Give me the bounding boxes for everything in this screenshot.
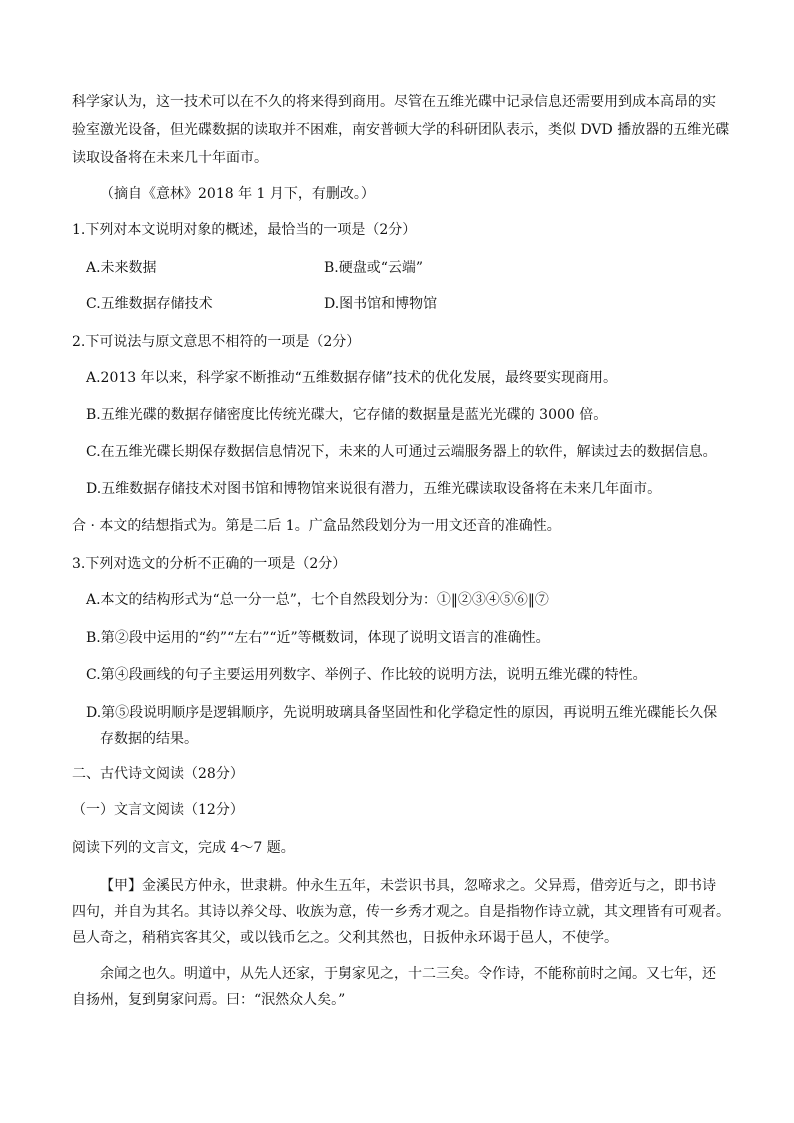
question-2-option-a: A.2013 年以来，科学家不断推动“五维数据存储”技术的优化发展，最终要实现商用。 — [86, 370, 617, 386]
intro-line-2: 验室激光设备，但光碟数据的读取并不困难，南安普顿大学的科研团队表示，类似 DVD 播放器的五维光碟 — [72, 122, 730, 138]
section-2-title: 二、古代诗文阅读（28分） — [72, 766, 244, 782]
source-note: （摘自《意林》2018 年 1 月下，有删改。） — [100, 186, 375, 202]
question-1-option-c: C.五维数据存储技术 — [86, 296, 213, 312]
question-3-option-b: B.第②段中运用的“约”“左右”“近”等概数词，体现了说明文语言的准确性。 — [86, 630, 550, 646]
classical-text-p2-line-1: 余闻之也久。明道中，从先人还家，于舅家见之，十二三矣。令作诗，不能称前时之闻。又七年，还 — [100, 966, 716, 982]
question-3-option-d-line-1: D.第⑤段说明顺序是逻辑顺序，先说明玻璃具备坚固性和化学稳定性的原因，再说明五维光碟能长久保 — [86, 705, 718, 721]
question-2-option-d: D.五维数据存储技术对图书馆和博物馆来说很有潜力，五维光碟读取设备将在未来几年面市。 — [86, 481, 662, 497]
question-2-option-c: C.在五维光碟长期保存数据信息情况下，未来的人可通过云端服务器上的软件，解读过去的数据信息。 — [86, 444, 717, 460]
intro-line-3: 读取设备将在未来几十年面市。 — [72, 150, 268, 166]
intro-line-1: 科学家认为，这一技术可以在不久的将来得到商用。尽管在五维光碟中记录信息还需要用到成本高昂的实 — [72, 94, 716, 110]
question-1-option-d: D.图书馆和博物馆 — [324, 296, 438, 312]
question-3-option-a: A.本文的结构形式为“总一分一总”，七个自然段划分为：①‖②③④⑤⑥‖⑦ — [86, 592, 549, 608]
classical-text-p1-line-1: 【甲】金溪民方仲永，世隶耕。仲永生五年，未尝识书具，忽啼求之。父异焉，借旁近与之，即书诗 — [100, 878, 716, 894]
question-2-option-b: B.五维光碟的数据存储密度比传统光碟大，它存储的数据量是蓝光光碟的 3000 倍。 — [86, 407, 608, 423]
classical-text-p2-line-2: 自扬州，复到舅家问焉。曰：“泯然众人矣。” — [72, 992, 346, 1008]
question-2-stem: 2.下可说法与原文意思不相符的一项是（2分） — [72, 334, 361, 350]
question-3-option-d-line-2: 存数据的结果。 — [100, 731, 198, 747]
question-3-option-c: C.第④段画线的句子主要运用列数字、举例子、作比较的说明方法，说明五维光碟的特性。 — [86, 667, 647, 683]
section-2-instruction: 阅读下列的文言文，完成 4～7 题。 — [72, 840, 295, 856]
question-3-stem: 3.下列对选文的分析不正确的一项是（2分） — [72, 556, 347, 572]
section-2-subtitle: （一）文言文阅读（12分） — [72, 802, 244, 818]
stray-text-line: 合 · 本文的结想指式为。第是二后 1。广盒品然段划分为一用文还音的准确性。 — [72, 518, 561, 534]
question-1-option-b: B.硬盘或“云端” — [324, 260, 424, 276]
classical-text-p1-line-3: 邑人奇之，稍稍宾客其父，或以钱币乞之。父利其然也，日扳仲永环谒于邑人，不使学。 — [72, 930, 618, 946]
question-1-stem: 1.下列对本文说明对象的概述，最恰当的一项是（2分） — [72, 222, 417, 238]
question-1-option-a: A.未来数据 — [86, 260, 157, 276]
classical-text-p1-line-2: 四句，并自为其名。其诗以养父母、收族为意，传一乡秀才观之。自是指物作诗立就，其文理皆有可观者。 — [72, 904, 730, 920]
